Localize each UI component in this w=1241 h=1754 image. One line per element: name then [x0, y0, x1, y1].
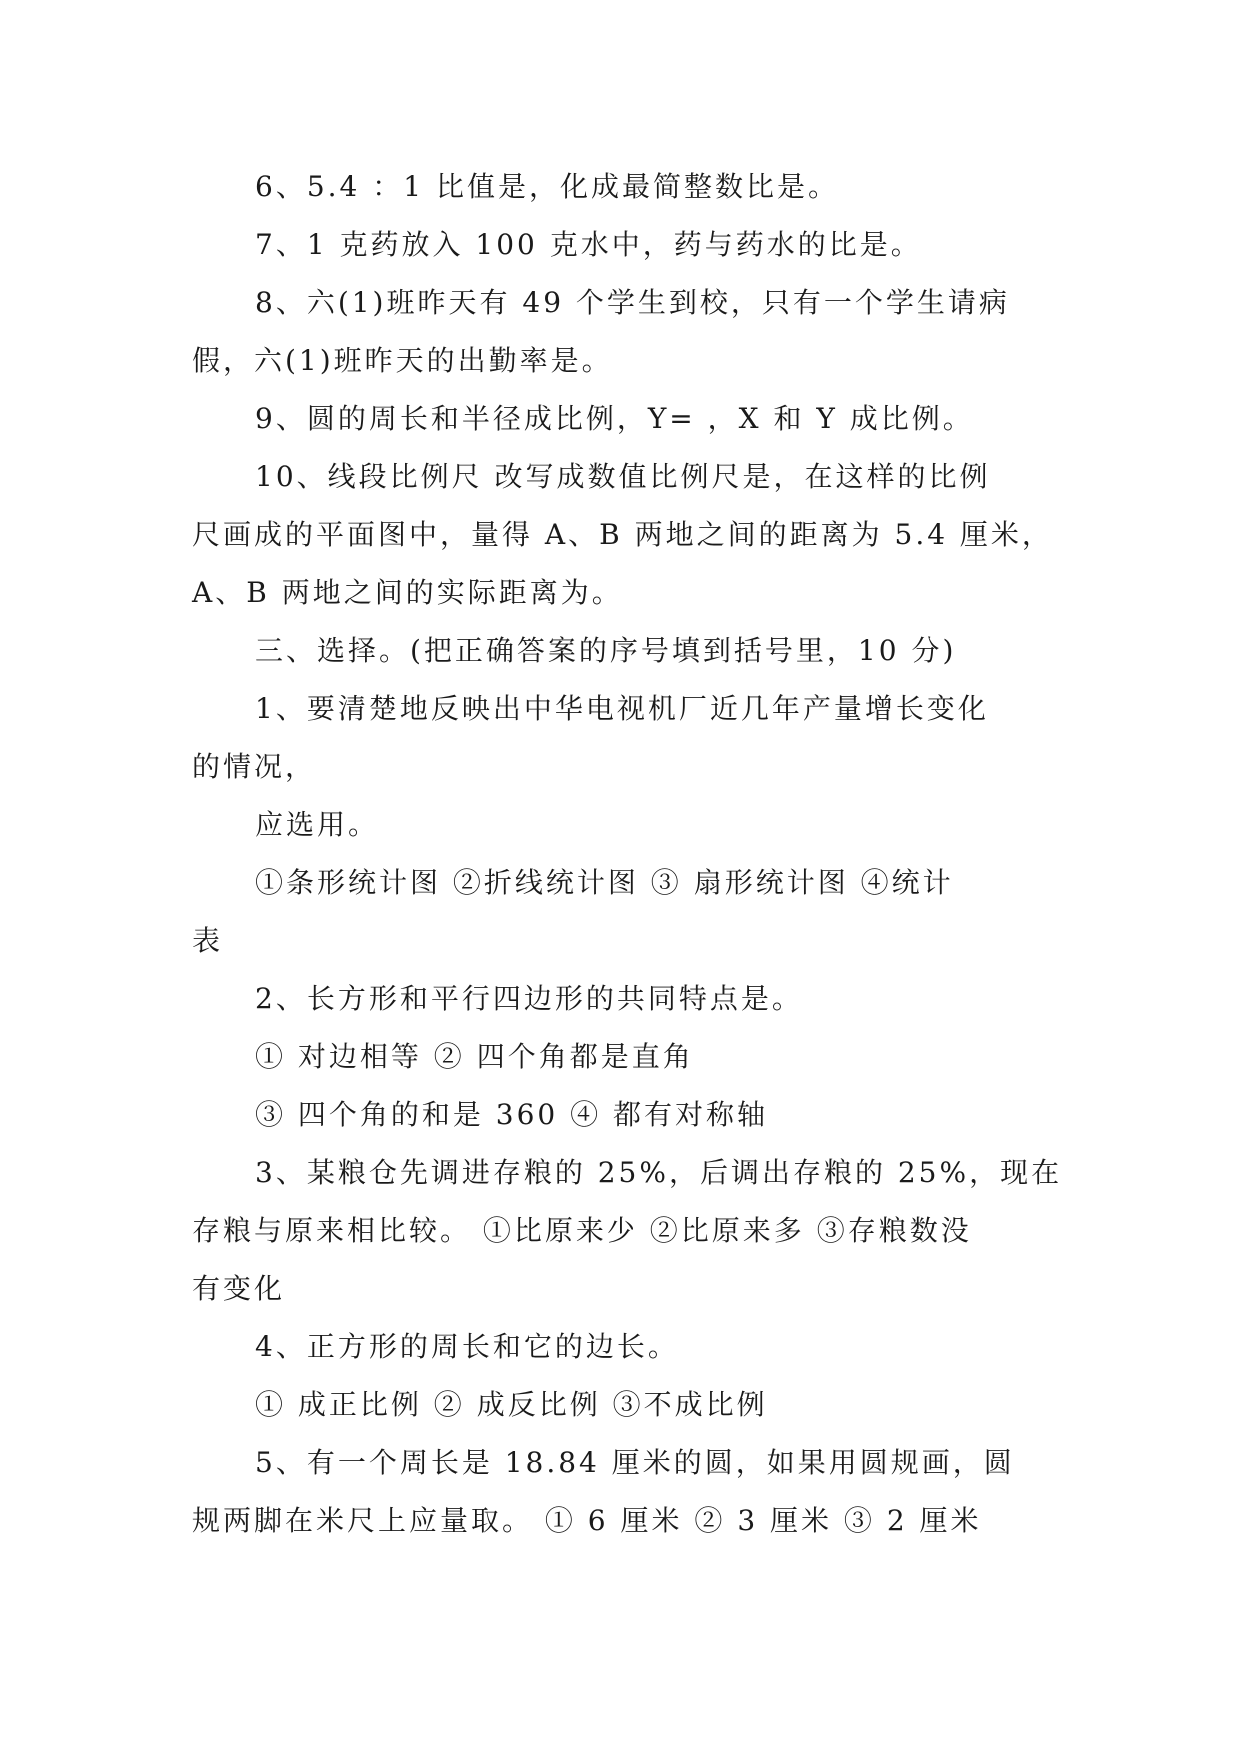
text-line: 尺画成的平面图中，量得 A、B 两地之间的距离为 5.4 厘米，: [192, 518, 1053, 551]
text-line: 的情况，: [192, 750, 317, 783]
document-page: [192, 158, 1063, 1550]
text-line: 9、圆的周长和半径成比例，Y= ，X 和 Y 成比例。: [255, 402, 974, 435]
option-line: 规两脚在米尺上应量取。 ① 6 厘米 ② 3 厘米 ③ 2 厘米: [192, 1504, 982, 1537]
option-line: 存粮与原来相比较。 ①比原来少 ②比原来多 ③存粮数没: [192, 1214, 972, 1247]
text-line: 6、5.4 ：1 比值是，化成最简整数比是。: [255, 170, 839, 203]
text-line: 应选用。: [255, 808, 380, 841]
text-line: 5、有一个周长是 18.84 厘米的圆，如果用圆规画，圆: [255, 1446, 1015, 1479]
text-line: 3、某粮仓先调进存粮的 25%，后调出存粮的 25%，现在: [255, 1156, 1063, 1189]
option-line: ③ 四个角的和是 360 ④ 都有对称轴: [255, 1098, 769, 1131]
text-line: 7、1 克药放入 100 克水中，药与药水的比是。: [255, 228, 922, 261]
text-line: 1、要清楚地反映出中华电视机厂近几年产量增长变化: [255, 692, 989, 725]
option-line: ① 对边相等 ② 四个角都是直角: [255, 1040, 694, 1073]
text-line: A、B 两地之间的实际距离为。: [192, 576, 623, 609]
text-line: 2、长方形和平行四边形的共同特点是。: [255, 982, 803, 1015]
option-line: ①条形统计图 ②折线统计图 ③ 扇形统计图 ④统计: [255, 866, 954, 899]
text-line: 假，六(1)班昨天的出勤率是。: [192, 344, 613, 377]
text-line: 8、六(1)班昨天有 49 个学生到校，只有一个学生请病: [255, 286, 1010, 319]
text-line: 4、正方形的周长和它的边长。: [255, 1330, 679, 1363]
option-line: 表: [192, 924, 224, 957]
option-line: ① 成正比例 ② 成反比例 ③不成比例: [255, 1388, 768, 1421]
option-line: 有变化: [192, 1272, 286, 1305]
section-heading: 三、选择。(把正确答案的序号填到括号里，10 分): [255, 634, 957, 667]
text-line: 10、线段比例尺 改写成数值比例尺是，在这样的比例: [255, 460, 991, 493]
